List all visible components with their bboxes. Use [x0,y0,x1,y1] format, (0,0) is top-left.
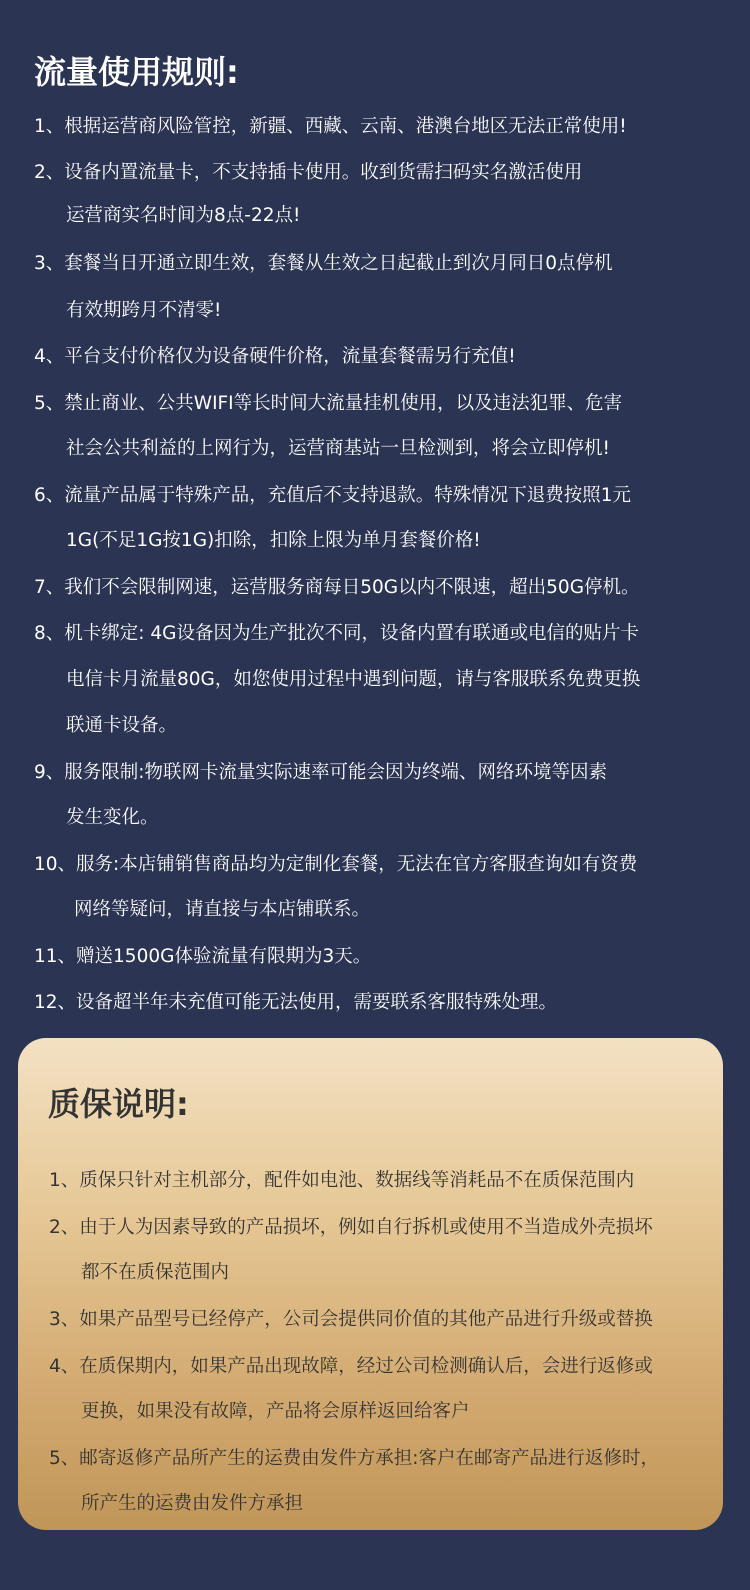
rule-line: 1、根据运营商风险管控，新疆、西藏、云南、港澳台地区无法正常使用! [34,116,627,137]
traffic-rules-title: 流量使用规则: [34,53,239,91]
rule-line: 1G(不足1G按1G)扣除，扣除上限为单月套餐价格! [66,530,481,551]
rule-line: 9、服务限制:物联网卡流量实际速率可能会因为终端、网络环境等因素 [34,762,608,783]
rule-line: 11、赠送1500G体验流量有限期为3天。 [34,946,372,967]
rule-line: 8、机卡绑定: 4G设备因为生产批次不同，设备内置有联通或电信的贴片卡 [34,623,639,644]
warranty-line: 1、质保只针对主机部分，配件如电池、数据线等消耗品不在质保范围内 [49,1170,635,1191]
rule-line: 6、流量产品属于特殊产品，充值后不支持退款。特殊情况下退费按照1元 [34,485,632,506]
rule-line: 2、设备内置流量卡，不支持插卡使用。收到货需扫码实名激活使用 [34,162,583,183]
rule-line: 4、平台支付价格仅为设备硬件价格，流量套餐需另行充值! [34,346,516,367]
rule-line: 社会公共利益的上网行为，运营商基站一旦检测到，将会立即停机! [66,438,610,459]
rule-line: 网络等疑问，请直接与本店铺联系。 [74,899,371,920]
rule-line: 联通卡设备。 [66,715,178,736]
rule-line: 12、设备超半年未充值可能无法使用，需要联系客服特殊处理。 [34,992,558,1013]
warranty-card [18,1038,723,1530]
warranty-line: 5、邮寄返修产品所产生的运费由发件方承担:客户在邮寄产品进行返修时， [49,1448,660,1469]
rule-line: 5、禁止商业、公共WIFI等长时间大流量挂机使用，以及违法犯罪、危害 [34,393,623,414]
warranty-line: 都不在质保范围内 [81,1262,230,1283]
warranty-title: 质保说明: [48,1085,189,1123]
rule-line: 有效期跨月不清零! [66,300,222,321]
warranty-line: 3、如果产品型号已经停产，公司会提供同价值的其他产品进行升级或替换 [49,1309,653,1330]
warranty-line: 2、由于人为因素导致的产品损坏，例如自行拆机或使用不当造成外壳损坏 [49,1217,653,1238]
rule-line: 3、套餐当日开通立即生效，套餐从生效之日起截止到次月同日0点停机 [34,253,613,274]
rule-line: 运营商实名时间为8点-22点! [66,205,301,226]
rule-line: 7、我们不会限制网速，运营服务商每日50G以内不限速，超出50G停机。 [34,577,640,598]
warranty-line: 更换，如果没有故障，产品将会原样返回给客户 [81,1401,470,1422]
rule-line: 发生变化。 [66,807,159,828]
rule-line: 10、服务:本店铺销售商品均为定制化套餐，无法在官方客服查询如有资费 [34,854,638,875]
rule-line: 电信卡月流量80G，如您使用过程中遇到问题，请与客服联系免费更换 [66,669,641,690]
warranty-line: 所产生的运费由发件方承担 [81,1493,304,1514]
warranty-line: 4、在质保期内，如果产品出现故障，经过公司检测确认后，会进行返修或 [49,1356,653,1377]
